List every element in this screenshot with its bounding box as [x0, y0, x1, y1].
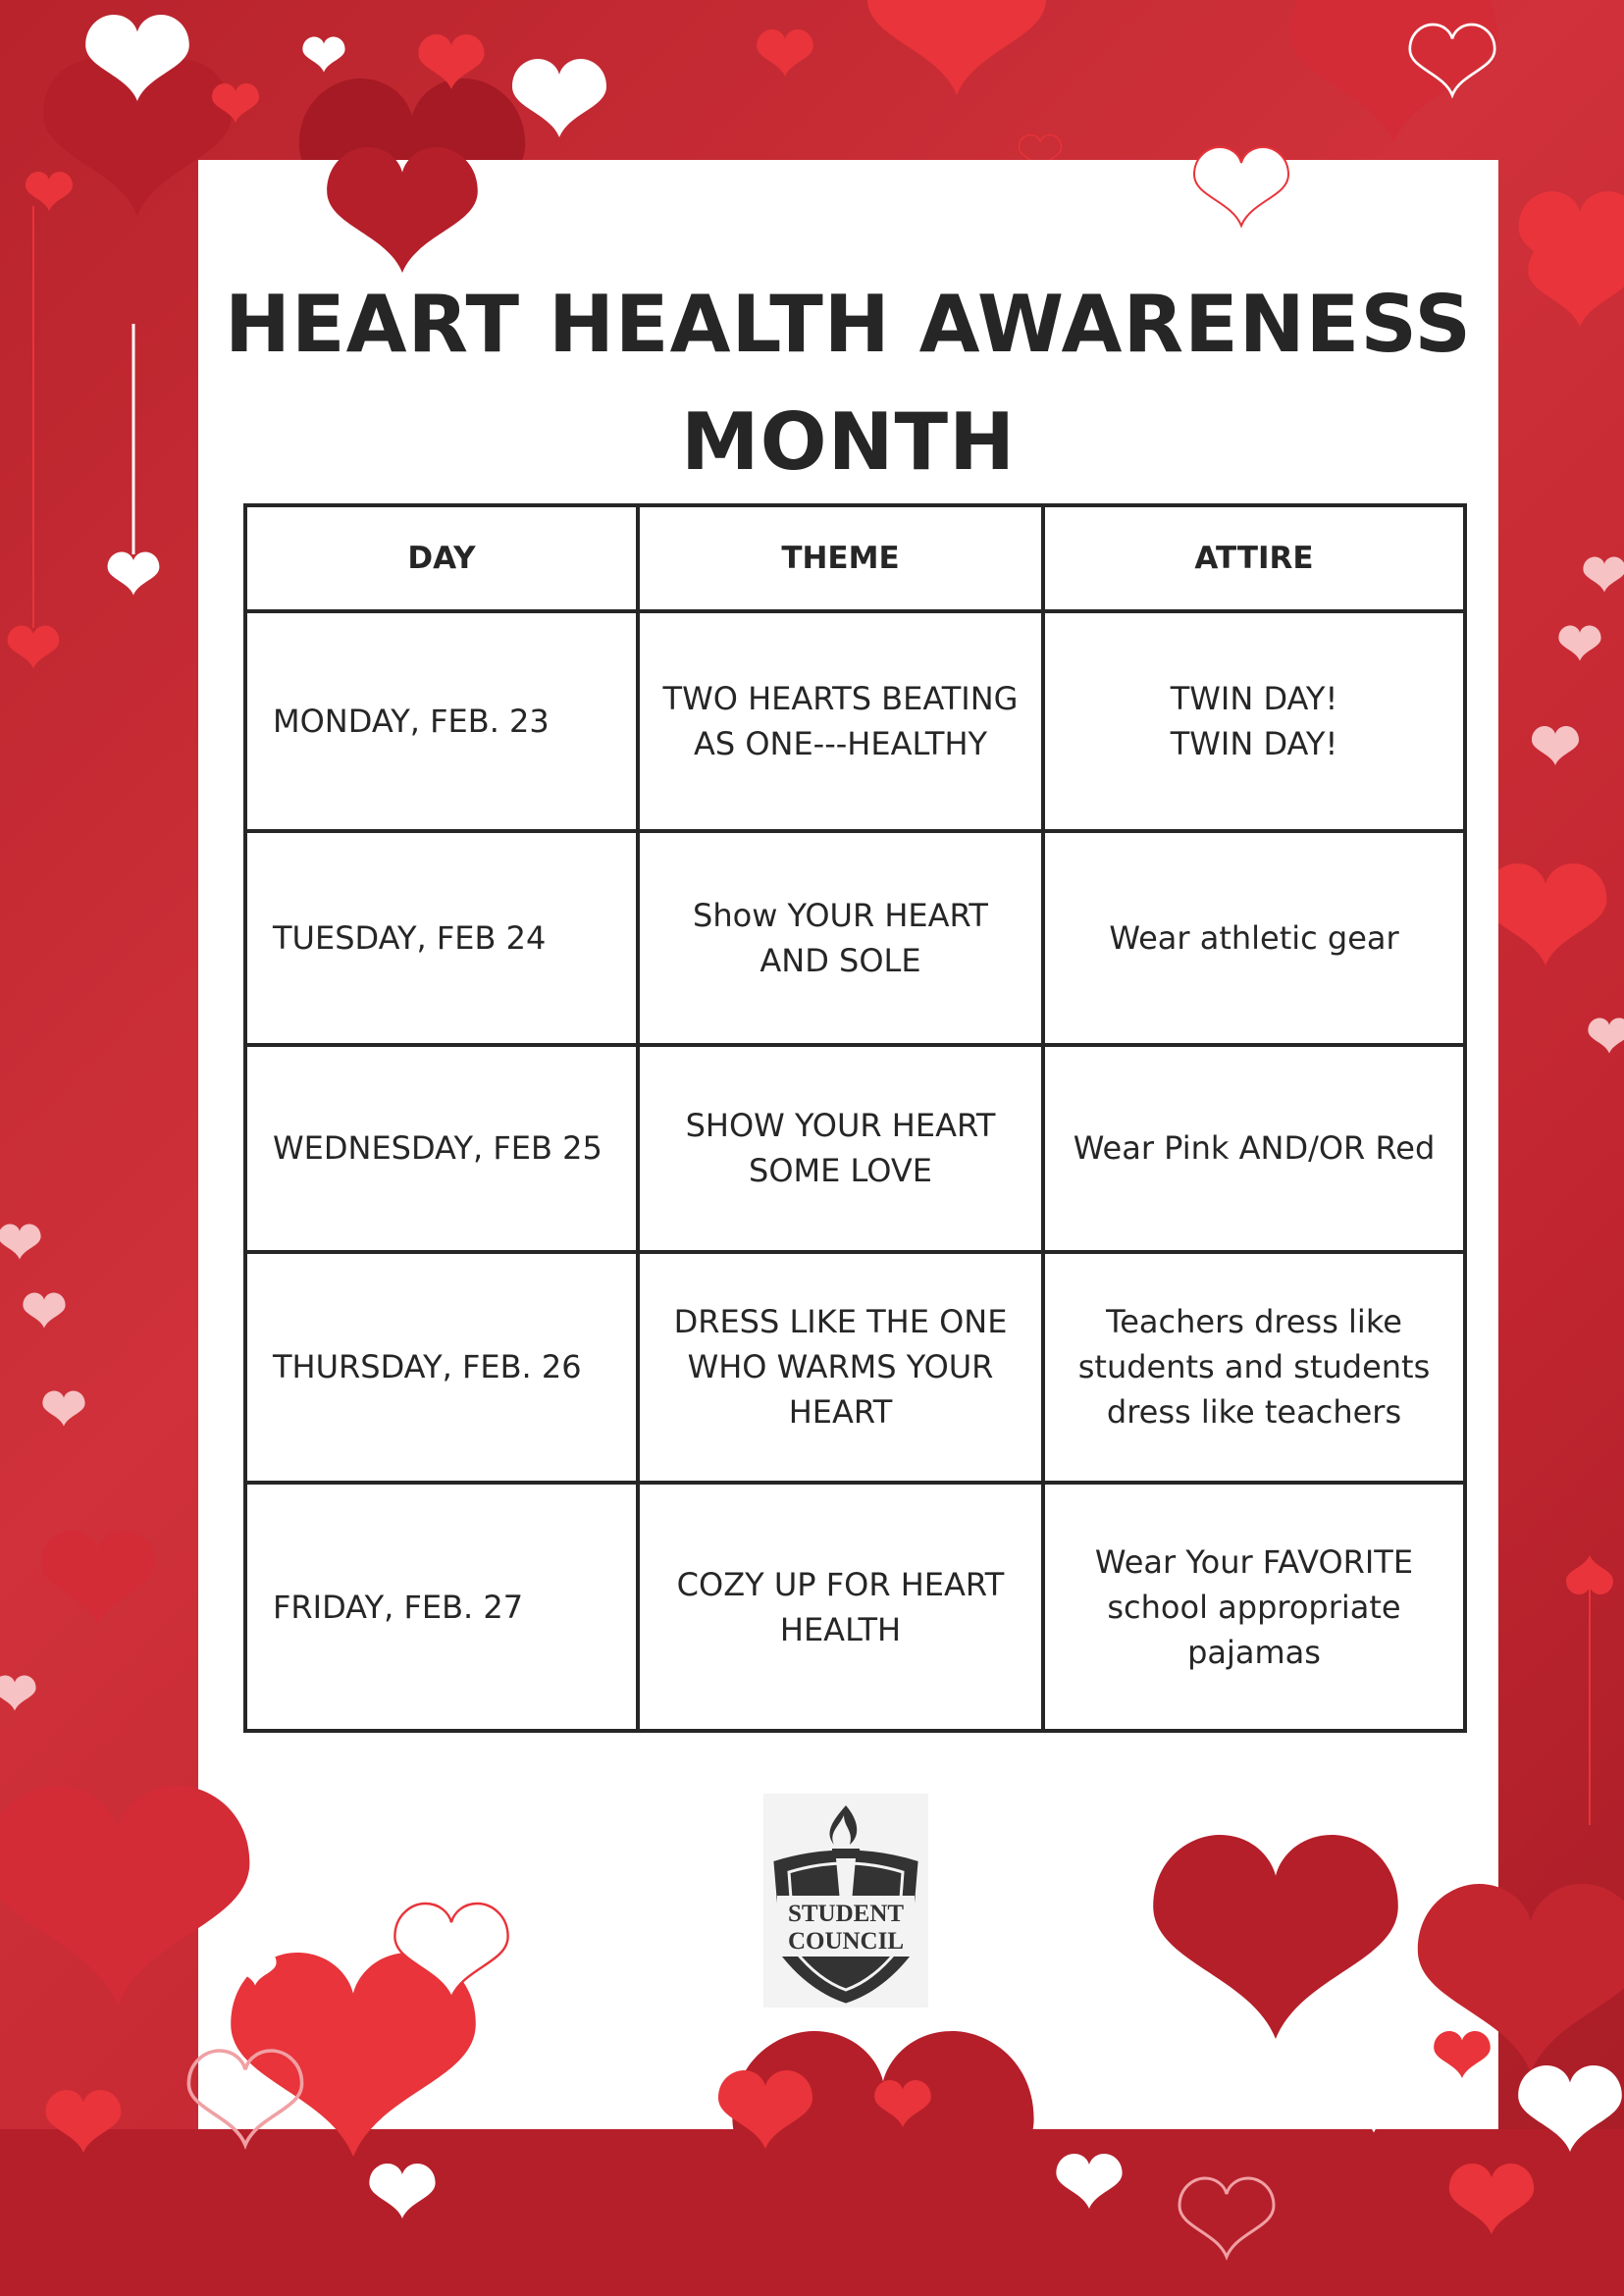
schedule-table [243, 503, 1467, 1733]
attire-line: Wear athletic gear [1109, 918, 1399, 957]
heart-icon [0, 1225, 41, 1260]
table-row [245, 831, 1465, 1046]
theme-cell: SHOW YOUR HEART SOME LOVE [638, 1045, 1043, 1252]
heart-icon [1583, 557, 1624, 593]
table-row [245, 1045, 1465, 1252]
theme-cell: COZY UP FOR HEART HEALTH [638, 1483, 1043, 1731]
heart-icon [41, 1531, 154, 1625]
attire-line: Wear Your FAVORITE school appropriate pajamas [1094, 1542, 1414, 1671]
column-header-attire: ATTIRE [1043, 505, 1465, 611]
heart-icon [867, 0, 1046, 95]
day-cell: TUESDAY, FEB 24 [245, 831, 638, 1046]
heart-icon [1532, 726, 1579, 765]
heart-icon [108, 552, 160, 596]
column-header-day: DAY [245, 505, 638, 611]
page-title: HEART HEALTH AWARENESS MONTH [225, 279, 1472, 488]
heart-icon [512, 59, 606, 137]
attire-cell [1043, 611, 1465, 831]
day-cell: THURSDAY, FEB. 26 [245, 1252, 638, 1484]
logo-text-line1: STUDENT [787, 1901, 905, 1927]
torch-icon [830, 1805, 858, 1845]
heart-icon [1588, 1018, 1624, 1054]
theme-cell: Show YOUR HEART AND SOLE [638, 831, 1043, 1046]
column-header-theme: THEME [638, 505, 1043, 611]
day-cell: WEDNESDAY, FEB 25 [245, 1045, 638, 1252]
heart-icon [1558, 626, 1600, 661]
heart-icon [302, 37, 344, 73]
heart-icon [1519, 191, 1624, 293]
heart-icon [0, 1676, 36, 1711]
table-header-row [245, 505, 1465, 611]
attire-cell [1043, 1045, 1465, 1252]
attire-line: TWIN DAY! [1170, 679, 1338, 717]
table-row [245, 611, 1465, 831]
day-cell: MONDAY, FEB. 23 [245, 611, 638, 831]
attire-line: TWIN DAY! [1170, 724, 1338, 762]
attire-line: Teachers dress like students and students dress like teachers [1077, 1303, 1431, 1432]
table-row [245, 1252, 1465, 1484]
heart-icon [1289, 0, 1496, 143]
table-row [245, 1483, 1465, 1731]
heart-icon [1485, 863, 1607, 965]
day-cell: FRIDAY, FEB. 27 [245, 1483, 638, 1731]
heart-icon [757, 29, 813, 77]
heart-icon [26, 172, 73, 211]
logo-text-line2: COUNCIL [787, 1928, 905, 1955]
attire-cell [1043, 831, 1465, 1046]
theme-cell: TWO HEARTS BEATING AS ONE---HEALTHY [638, 611, 1043, 831]
student-council-logo [763, 1794, 928, 2008]
heart-icon [8, 626, 60, 669]
schedule-card [198, 160, 1498, 2137]
theme-cell: DRESS LIKE THE ONE WHO WARMS YOUR HEART [638, 1252, 1043, 1484]
attire-cell [1043, 1252, 1465, 1484]
attire-line: Wear Pink AND/OR Red [1073, 1129, 1436, 1168]
heart-icon [23, 1293, 65, 1329]
attire-cell [1043, 1483, 1465, 1731]
heart-icon [42, 1391, 84, 1427]
